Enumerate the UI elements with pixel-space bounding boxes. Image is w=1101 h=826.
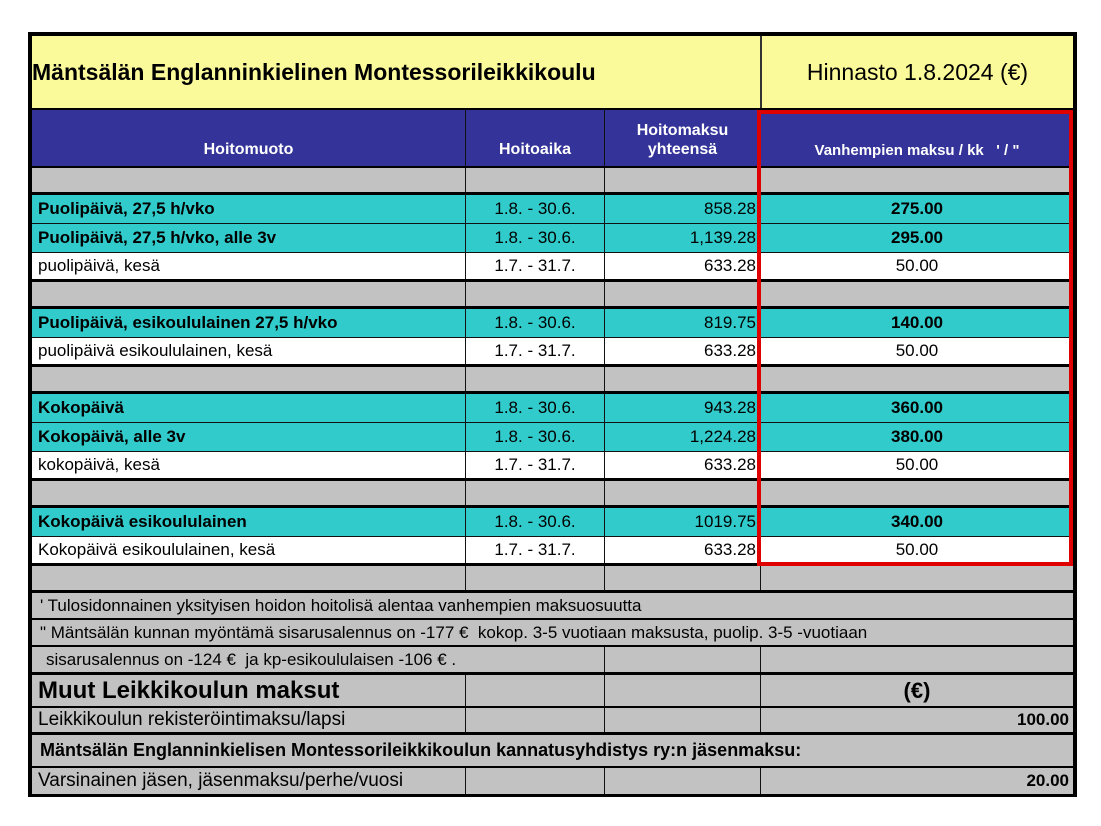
vanhempien-maksu-cell: 50.00	[760, 452, 1073, 478]
column-header-row	[32, 110, 1073, 168]
hoitoaika-cell: 1.7. - 31.7.	[465, 537, 604, 563]
vanhempien-maksu-cell: 140.00	[760, 309, 1073, 337]
hoitomaksu-cell: 943.28	[604, 394, 760, 422]
vanhempien-maksu-cell: 295.00	[760, 224, 1073, 252]
empty-cell	[604, 768, 760, 794]
empty-cell	[604, 675, 760, 706]
column-header-hoitomaksu-line1: Hoitomaksu	[636, 122, 729, 140]
column-header-hoitoaika: Hoitoaika	[465, 110, 604, 166]
hoitomaksu-cell: 633.28	[604, 537, 760, 563]
empty-cell	[465, 566, 604, 590]
vanhempien-maksu-cell: 275.00	[760, 195, 1073, 223]
vanhempien-maksu-cell: 380.00	[760, 423, 1073, 451]
hoitomaksu-cell: 633.28	[604, 452, 760, 478]
hoitoaika-cell: 1.7. - 31.7.	[465, 338, 604, 364]
empty-cell	[760, 647, 1073, 672]
column-header-vanhempien-maksu	[760, 110, 1073, 166]
empty-cell	[760, 282, 1073, 306]
member-fee-label: Varsinainen jäsen, jäsenmaksu/perhe/vuosi	[38, 770, 404, 791]
other-fees-header-row	[32, 675, 1073, 708]
registration-fee-value: 100.00	[760, 708, 1073, 732]
hoitomaksu-cell: 819.75	[604, 309, 760, 337]
empty-cell	[465, 768, 604, 794]
hoitoaika-cell: 1.7. - 31.7.	[465, 452, 604, 478]
vanhempien-maksu-cell: 50.00	[760, 338, 1073, 364]
column-header-hoitomuoto: Hoitomuoto	[203, 141, 294, 158]
empty-cell	[32, 168, 465, 192]
hoitoaika-cell: 1.8. - 30.6.	[465, 423, 604, 451]
hoitomaksu-cell: 858.28	[604, 195, 760, 223]
hoitoaika-cell: 1.8. - 30.6.	[465, 508, 604, 536]
empty-cell	[32, 481, 465, 505]
price-row	[32, 452, 1073, 481]
hoitomuoto-cell: Kokopäivä, alle 3v	[38, 427, 186, 446]
empty-cell	[604, 566, 760, 590]
hoitomaksu-cell: 633.28	[604, 253, 760, 279]
vanhempien-maksu-cell: 50.00	[760, 253, 1073, 279]
spacer-row	[32, 566, 1073, 593]
hoitomuoto-cell: Puolipäivä, 27,5 h/vko	[38, 199, 215, 218]
spacer-row	[32, 481, 1073, 508]
footnote-text-3: sisarusalennus on -124 € ja kp-esikoululaisen -106 € .	[46, 649, 457, 669]
column-header-hoitomaksu-line2: yhteensä	[647, 140, 718, 158]
association-title: Mäntsälän Englanninkielisen Montessorileikkikoulun kannatusyhdistys ry:n jäsenmaksu:	[40, 740, 802, 760]
price-row	[32, 195, 1073, 224]
price-row	[32, 423, 1073, 452]
other-fees-title: Muut Leikkikoulun maksut	[38, 676, 340, 704]
empty-cell	[604, 367, 760, 391]
price-row	[32, 537, 1073, 566]
price-row	[32, 508, 1073, 537]
spacer-row	[32, 367, 1073, 394]
registration-fee-label: Leikkikoulun rekisteröintimaksu/lapsi	[38, 709, 346, 730]
hoitoaika-cell: 1.7. - 31.7.	[465, 253, 604, 279]
empty-cell	[465, 168, 604, 192]
hoitoaika-cell: 1.8. - 30.6.	[465, 394, 604, 422]
hoitomaksu-cell: 1019.75	[604, 508, 760, 536]
other-fees-currency-label: (€)	[760, 675, 1073, 706]
price-list-table	[28, 32, 1077, 797]
empty-cell	[32, 367, 465, 391]
footnote-text-1: ' Tulosidonnainen yksityisen hoidon hoitolisä alentaa vanhempien maksuosuutta	[40, 595, 642, 615]
empty-cell	[465, 367, 604, 391]
spacer-row	[32, 168, 1073, 195]
price-row	[32, 253, 1073, 282]
hoitomaksu-cell: 1,139.28	[604, 224, 760, 252]
footnote-row-1	[32, 593, 1073, 620]
footnote-text-2: " Mäntsälän kunnan myöntämä sisarusalennus on -177 € kokop. 3-5 vuotiaan maksusta, puolip. 3-5 -vuotiaan	[40, 622, 868, 642]
empty-cell	[32, 282, 465, 306]
price-row	[32, 309, 1073, 338]
hoitomuoto-cell: Kokopäivä esikoululainen	[38, 512, 247, 531]
hoitoaika-cell: 1.8. - 30.6.	[465, 195, 604, 223]
hoitomuoto-cell: puolipäivä esikoululainen, kesä	[38, 341, 273, 360]
registration-fee-row	[32, 708, 1073, 735]
hoitomuoto-cell: puolipäivä, kesä	[38, 256, 160, 275]
empty-cell	[604, 481, 760, 505]
hoitomuoto-cell: Kokopäivä esikoululainen, kesä	[38, 540, 276, 559]
spacer-row	[32, 282, 1073, 309]
vanhempien-maksu-cell: 360.00	[760, 394, 1073, 422]
price-row	[32, 224, 1073, 253]
vanhempien-maksu-cell: 50.00	[760, 537, 1073, 563]
empty-cell	[760, 168, 1073, 192]
empty-cell	[604, 647, 760, 672]
empty-cell	[465, 675, 604, 706]
hoitoaika-cell: 1.8. - 30.6.	[465, 224, 604, 252]
column-header-hoitomaksu	[604, 110, 760, 166]
hoitomuoto-cell: kokopäivä, kesä	[38, 455, 160, 474]
column-header-vanhempien-maksu-label: Vanhempien maksu / kk ' / "	[814, 142, 1020, 159]
price-row	[32, 394, 1073, 423]
member-fee-value: 20.00	[760, 768, 1073, 794]
hoitomaksu-cell: 633.28	[604, 338, 760, 364]
empty-cell	[604, 708, 760, 732]
empty-cell	[604, 282, 760, 306]
footnote-row-3	[32, 647, 1073, 675]
hoitomaksu-cell: 1,224.28	[604, 423, 760, 451]
price-row	[32, 338, 1073, 367]
footnote-row-2	[32, 620, 1073, 647]
empty-cell	[465, 708, 604, 732]
association-title-row	[32, 735, 1073, 768]
hoitomuoto-cell: Puolipäivä, esikoululainen 27,5 h/vko	[38, 313, 338, 332]
empty-cell	[760, 367, 1073, 391]
member-fee-row	[32, 768, 1073, 794]
price-list-title: Hinnasto 1.8.2024 (€)	[760, 36, 1073, 108]
hoitoaika-cell: 1.8. - 30.6.	[465, 309, 604, 337]
school-name: Mäntsälän Englanninkielinen Montessorileikkikoulu	[32, 58, 596, 85]
empty-cell	[465, 282, 604, 306]
vanhempien-maksu-cell: 340.00	[760, 508, 1073, 536]
empty-cell	[32, 566, 465, 590]
empty-cell	[760, 566, 1073, 590]
hoitomuoto-cell: Puolipäivä, 27,5 h/vko, alle 3v	[38, 228, 277, 247]
empty-cell	[760, 481, 1073, 505]
hoitomuoto-cell: Kokopäivä	[38, 398, 124, 417]
empty-cell	[604, 168, 760, 192]
empty-cell	[465, 481, 604, 505]
title-row	[32, 36, 1073, 110]
